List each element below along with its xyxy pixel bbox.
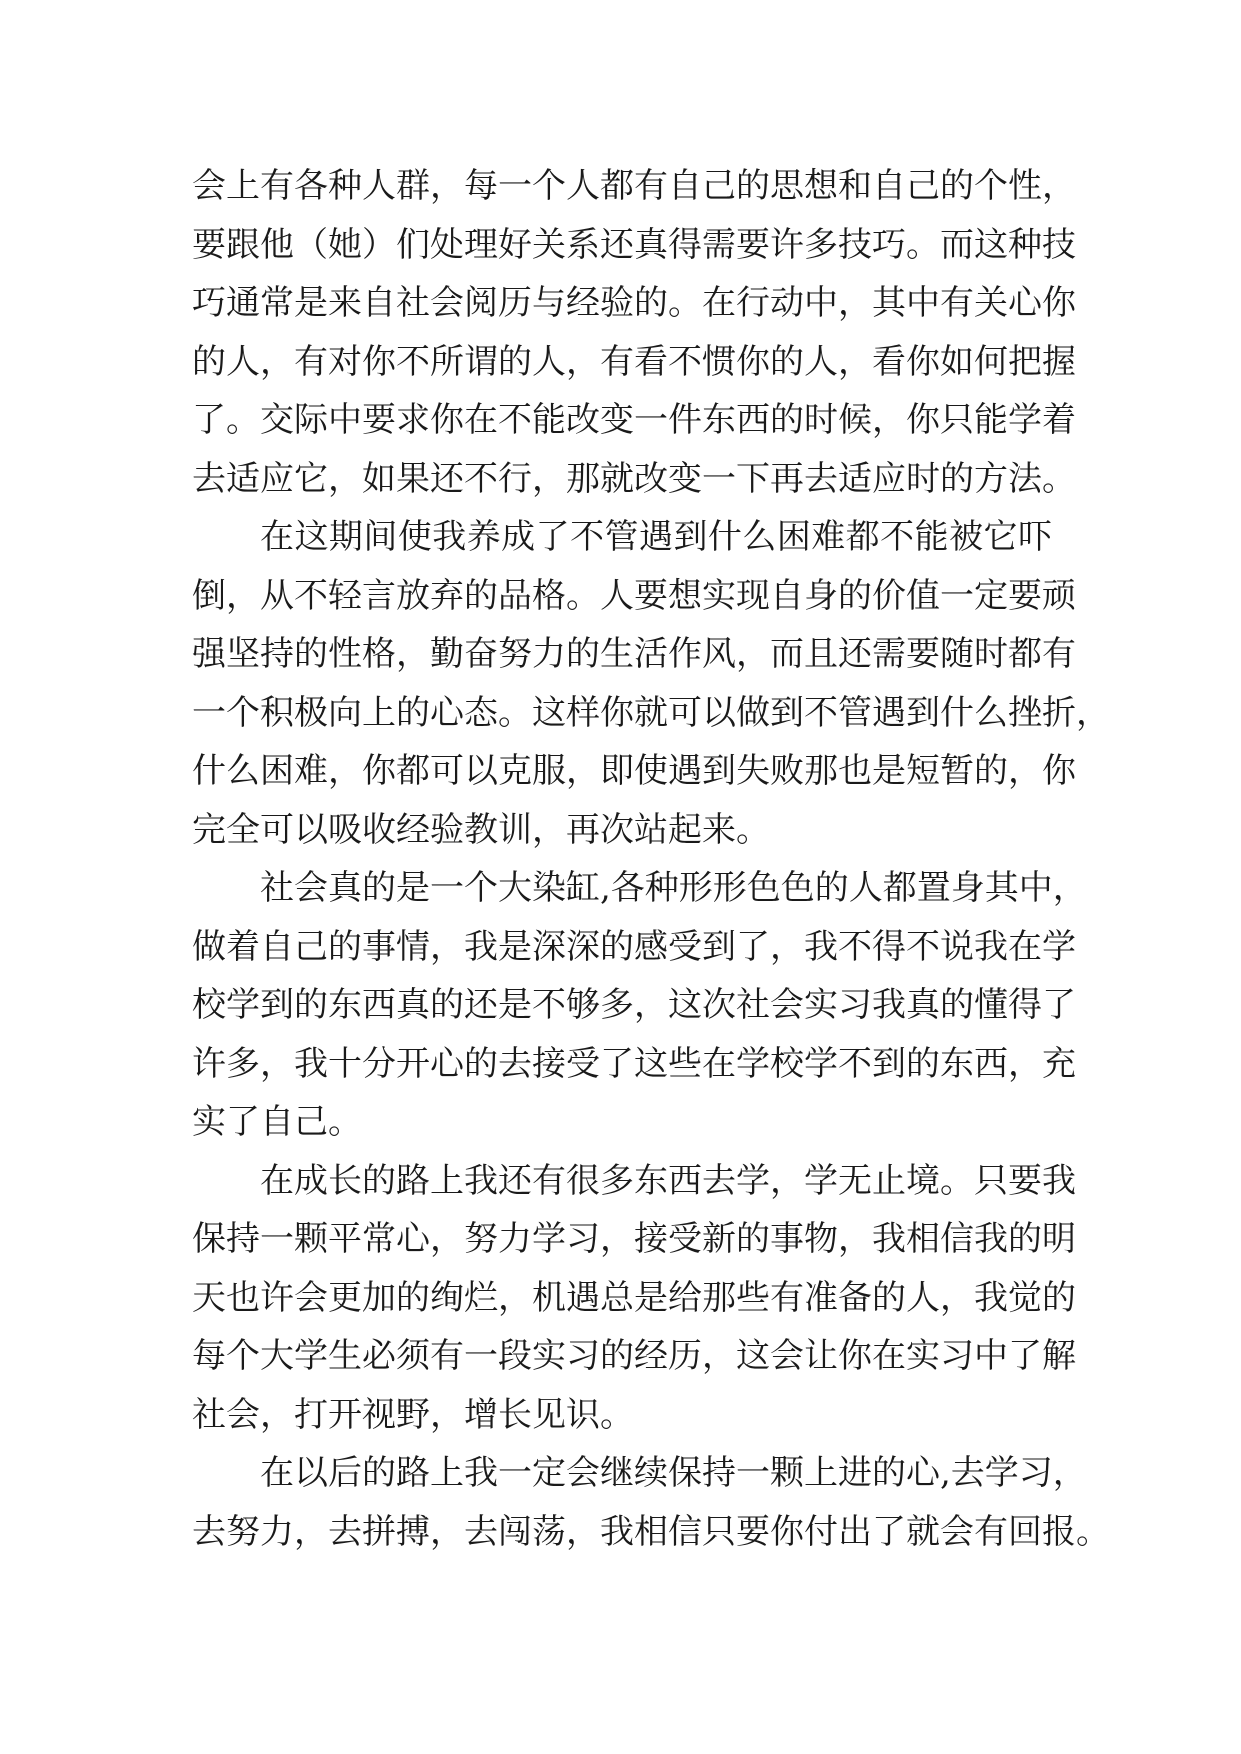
text-line: 天也许会更加的绚烂，机遇总是给那些有准备的人，我觉的 [192, 1277, 1076, 1318]
text-line: 社会真的是一个大染缸,各种形形色色的人都置身其中， [260, 868, 1087, 908]
text-line: 社会，打开视野，增长见识。 [192, 1394, 634, 1435]
text-line: 一个积极向上的心态。这样你就可以做到不管遇到什么挫折， [192, 692, 1110, 733]
text-line: 在成长的路上我还有很多东西去学，学无止境。只要我 [260, 1160, 1076, 1201]
text-line: 的人，有对你不所谓的人，有看不惯你的人，看你如何把握 [192, 341, 1076, 382]
text-line: 做着自己的事情，我是深深的感受到了，我不得不说我在学 [192, 926, 1076, 967]
text-line: 去努力，去拼搏，去闯荡，我相信只要你付出了就会有回报。 [192, 1511, 1110, 1552]
text-line: 倒，从不轻言放弃的品格。人要想实现自身的价值一定要顽 [192, 575, 1076, 616]
text-line: 校学到的东西真的还是不够多，这次社会实习我真的懂得了 [192, 985, 1076, 1025]
body-text [192, 157, 1110, 1561]
text-line: 去适应它，如果还不行，那就改变一下再去适应时的方法。 [192, 458, 1076, 499]
text-line: 完全可以吸收经验教训，再次站起来。 [192, 809, 770, 850]
text-line: 什么困难，你都可以克服，即使遇到失败那也是短暂的，你 [192, 751, 1076, 791]
text-line: 实了自己。 [192, 1102, 362, 1142]
text-line: 了。交际中要求你在不能改变一件东西的时候，你只能学着 [192, 400, 1076, 440]
text-line: 保持一颗平常心，努力学习，接受新的事物，我相信我的明 [192, 1219, 1076, 1259]
text-line: 许多，我十分开心的去接受了这些在学校学不到的东西，充 [192, 1043, 1076, 1084]
text-line: 在以后的路上我一定会继续保持一颗上进的心,去学习， [260, 1453, 1087, 1493]
text-line: 要跟他（她）们处理好关系还真得需要许多技巧。而这种技 [192, 224, 1076, 265]
text-line: 巧通常是来自社会阅历与经验的。在行动中，其中有关心你 [192, 283, 1076, 323]
text-line: 在这期间使我养成了不管遇到什么困难都不能被它吓 [260, 517, 1052, 557]
text-line: 强坚持的性格，勤奋努力的生活作风，而且还需要随时都有 [192, 634, 1076, 674]
text-line: 会上有各种人群，每一个人都有自己的思想和自己的个性， [192, 166, 1076, 206]
text-line: 每个大学生必须有一段实习的经历，这会让你在实习中了解 [192, 1336, 1076, 1376]
